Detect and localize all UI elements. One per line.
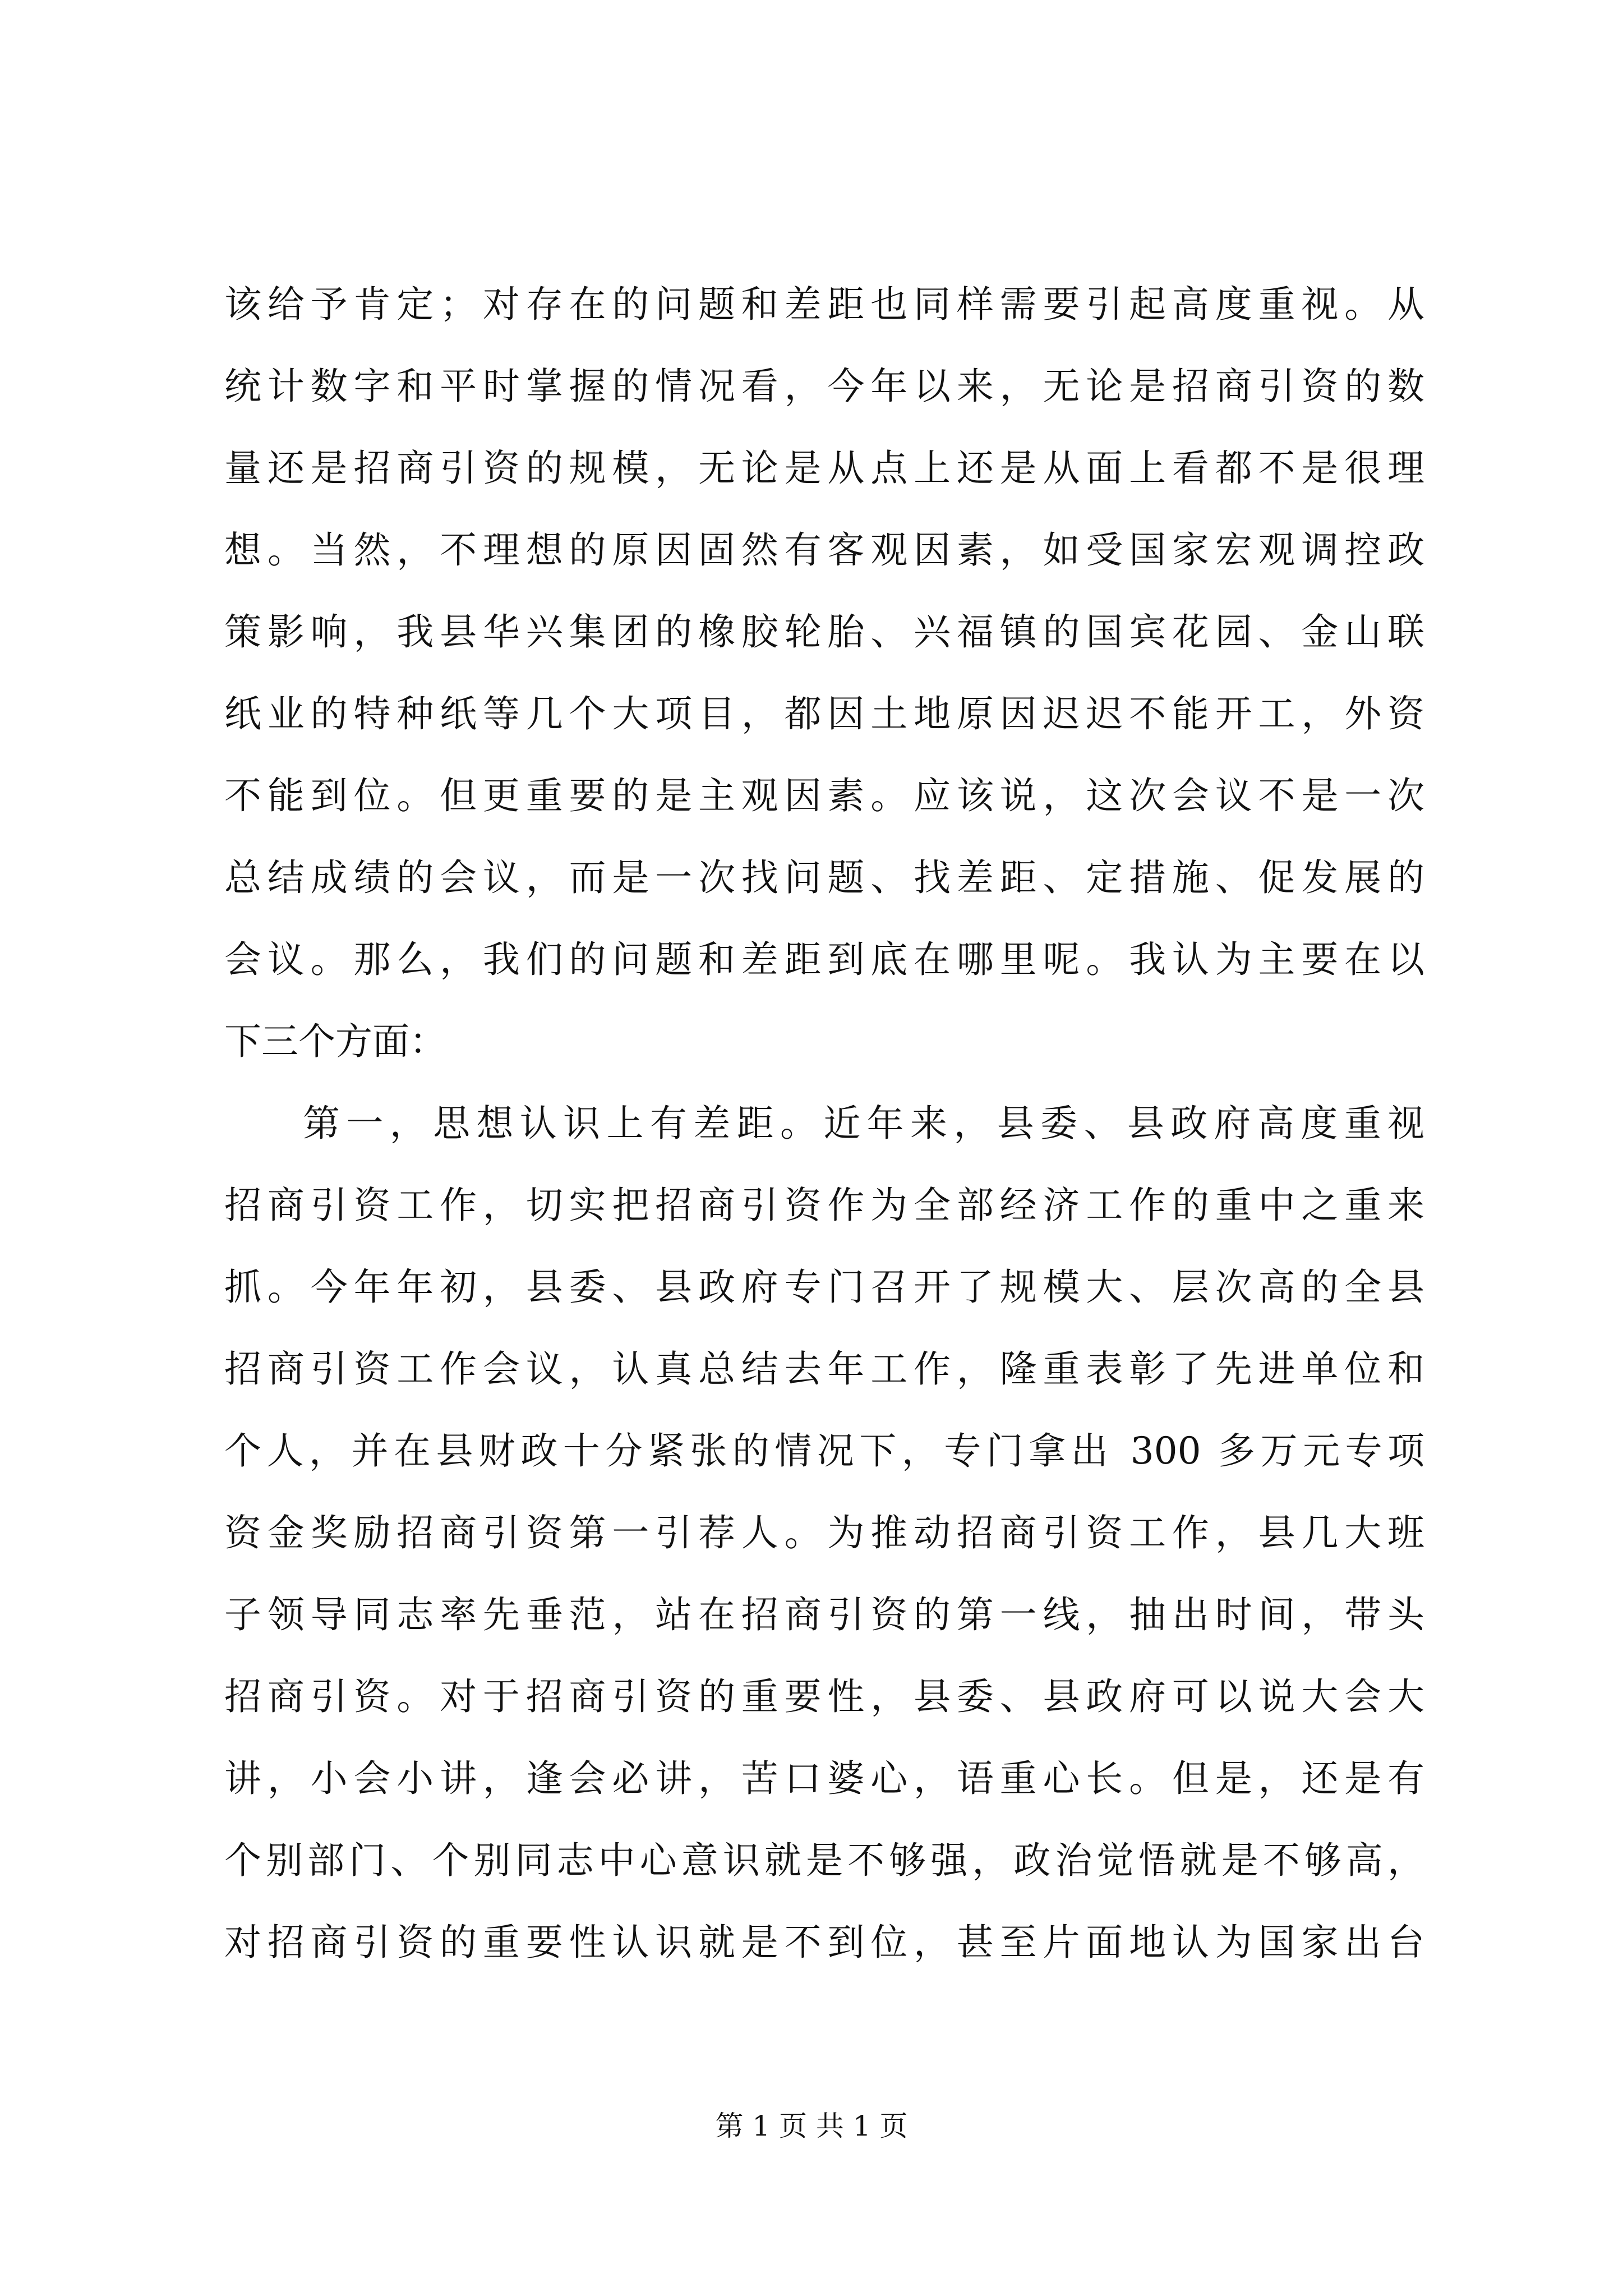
text-line: 下三个方面： [224,1020,446,1063]
text-line: 个人，并在县财政十分紧张的情况下，专门拿出 300 多万元专项 [224,1429,1424,1473]
text-line: 会议。那么，我们的问题和差距到底在哪里呢。我认为主要在以 [224,938,1424,981]
text-line: 讲，小会小讲，逢会必讲，苦口婆心，语重心长。但是，还是有 [224,1757,1424,1800]
text-line: 对招商引资的重要性认识就是不到位，甚至片面地认为国家出台 [224,1921,1424,1964]
text-line: 个别部门、个别同志中心意识就是不够强，政治觉悟就是不够高， [224,1839,1424,1882]
document-body [224,264,1424,1984]
paragraph-1 [224,264,1424,1083]
text-line: 统计数字和平时掌握的情况看，今年以来，无论是招商引资的数 [224,365,1424,408]
text-line: 总结成绩的会议，而是一次找问题、找差距、定措施、促发展的 [224,856,1424,899]
text-line: 招商引资。对于招商引资的重要性，县委、县政府可以说大会大 [224,1675,1424,1718]
text-line: 招商引资工作，切实把招商引资作为全部经济工作的重中之重来 [224,1184,1424,1227]
text-line: 策影响，我县华兴集团的橡胶轮胎、兴福镇的国宾花园、金山联 [224,610,1424,654]
text-line: 抓。今年年初，县委、县政府专门召开了规模大、层次高的全县 [224,1266,1424,1309]
page-number-footer: 第 1 页 共 1 页 [715,2110,908,2142]
text-line: 第一，思想认识上有差距。近年来，县委、县政府高度重视 [303,1102,1424,1145]
text-line: 想。当然，不理想的原因固然有客观因素，如受国家宏观调控政 [224,528,1424,572]
text-line: 纸业的特种纸等几个大项目，都因土地原因迟迟不能开工，外资 [224,692,1424,735]
text-line: 资金奖励招商引资第一引荐人。为推动招商引资工作，县几大班 [224,1511,1424,1554]
text-line: 子领导同志率先垂范，站在招商引资的第一线，抽出时间，带头 [224,1593,1424,1636]
text-line: 量还是招商引资的规模，无论是从点上还是从面上看都不是很理 [224,447,1424,490]
text-line: 招商引资工作会议，认真总结去年工作，隆重表彰了先进单位和 [224,1347,1424,1391]
text-line: 不能到位。但更重要的是主观因素。应该说，这次会议不是一次 [224,774,1424,817]
paragraph-2 [224,1083,1424,1984]
text-line: 该给予肯定；对存在的问题和差距也同样需要引起高度重视。从 [224,283,1424,326]
